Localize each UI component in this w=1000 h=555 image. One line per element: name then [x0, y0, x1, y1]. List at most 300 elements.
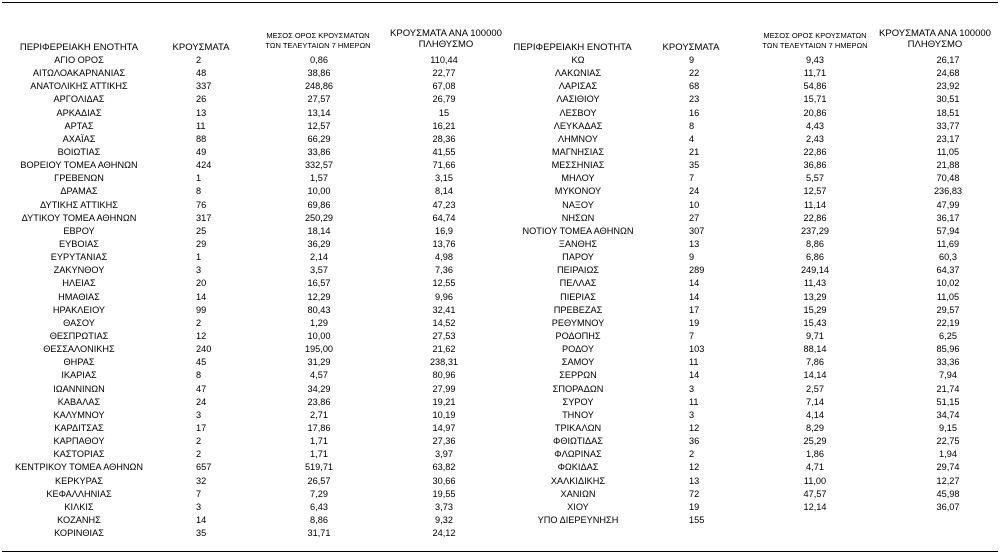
- per-cell: 30,66: [432, 475, 456, 486]
- per-cell: 3,15: [435, 173, 453, 184]
- avg-cell: 47,57: [803, 488, 827, 499]
- per-cell: 24,12: [432, 528, 456, 539]
- cases-cell: 23: [689, 94, 700, 105]
- cases-cell: 307: [689, 225, 705, 236]
- table-row: [500, 146, 1000, 159]
- region-cell: ΣΑΜΟΥ: [561, 357, 595, 368]
- cases-cell: 20: [196, 278, 207, 289]
- cases-cell: 12: [196, 330, 207, 341]
- per-cell: 33,36: [936, 357, 960, 368]
- region-cell: ΠΑΡΟΥ: [562, 252, 594, 263]
- region-cell: ΡΟΔΟΠΗΣ: [555, 330, 601, 341]
- avg-cell: 15,29: [803, 304, 827, 315]
- region-cell: ΘΑΣΟΥ: [63, 317, 95, 328]
- cases-cell: 49: [196, 146, 207, 157]
- header-avg-left-line2: ΤΩΝ ΤΕΛΕΥΤΑΙΩΝ 7 ΗΜΕΡΩΝ: [265, 41, 371, 50]
- per-cell: 67,08: [432, 81, 456, 92]
- avg-cell: 12,29: [307, 291, 331, 302]
- table-row: [500, 461, 1000, 474]
- cases-cell: 424: [196, 160, 212, 171]
- avg-cell: 13,29: [803, 291, 827, 302]
- avg-cell: 54,86: [803, 81, 827, 92]
- table-row: [500, 383, 1000, 396]
- cases-cell: 7: [196, 488, 202, 499]
- region-cell: ΚΩ: [571, 55, 585, 65]
- cases-cell: 317: [196, 212, 212, 223]
- table-row: [0, 291, 500, 304]
- per-cell: 3,97: [435, 449, 453, 460]
- avg-cell: 13,14: [307, 107, 331, 118]
- avg-cell: 4,71: [806, 462, 824, 473]
- per-cell: 6,25: [939, 330, 957, 341]
- table-row: [0, 488, 500, 501]
- table-row: [500, 212, 1000, 225]
- region-cell: ΚΑΡΔΙΤΣΑΣ: [54, 422, 104, 433]
- table-row: [500, 238, 1000, 251]
- cases-cell: 35: [689, 160, 700, 171]
- cases-cell: 8: [689, 120, 695, 131]
- table-row: [0, 527, 500, 540]
- avg-cell: 4,43: [806, 120, 824, 131]
- header-per-right-line2: ΠΛΗΘΥΣΜΟ: [907, 39, 963, 50]
- per-cell: 64,37: [936, 265, 960, 276]
- per-cell: 12,55: [432, 278, 456, 289]
- table-row: [500, 514, 1000, 527]
- per-cell: 33,77: [936, 120, 960, 131]
- per-cell: 70,48: [936, 173, 960, 184]
- region-cell: ΚΕΦΑΛΛΗΝΙΑΣ: [46, 488, 112, 499]
- region-cell: ΑΓΙΟ ΟΡΟΣ: [54, 55, 104, 65]
- avg-cell: 11,14: [803, 199, 827, 210]
- table-row: [500, 120, 1000, 133]
- table-row: [0, 133, 500, 146]
- per-cell: 16,9: [435, 225, 453, 236]
- per-cell: 36,07: [936, 501, 960, 512]
- region-cell: ΔΡΑΜΑΣ: [60, 186, 98, 197]
- region-cell: ΒΟΡΕΙΟΥ ΤΟΜΕΑ ΑΘΗΝΩΝ: [20, 160, 138, 171]
- per-cell: 18,51: [936, 107, 960, 118]
- table-row: [0, 369, 500, 382]
- per-cell: 9,96: [435, 291, 453, 302]
- cases-cell: 11: [689, 396, 699, 407]
- cases-cell: 36: [689, 436, 700, 447]
- table-row: [0, 146, 500, 159]
- avg-cell: 8,86: [310, 514, 328, 525]
- cases-cell: 12: [689, 462, 700, 473]
- per-cell: 24,68: [936, 68, 960, 79]
- avg-cell: 27,57: [307, 94, 331, 105]
- avg-cell: 7,14: [806, 396, 824, 407]
- avg-cell: 36,86: [803, 160, 827, 171]
- per-cell: 51,15: [936, 396, 960, 407]
- per-cell: 14,97: [432, 422, 456, 433]
- region-cell: ΜΑΓΝΗΣΙΑΣ: [551, 146, 605, 157]
- header-region-left: ΠΕΡΙΦΕΡΕΙΑΚΗ ΕΝΟΤΗΤΑ: [19, 42, 139, 53]
- region-cell: ΗΜΑΘΙΑΣ: [58, 291, 100, 302]
- avg-cell: 6,43: [310, 501, 328, 512]
- avg-cell: 519,71: [304, 462, 334, 473]
- cases-cell: 3: [196, 409, 202, 420]
- table-row: [500, 159, 1000, 172]
- region-cell: ΒΟΙΩΤΙΑΣ: [57, 146, 101, 157]
- table-row: [0, 120, 500, 133]
- region-cell: ΛΗΜΝΟΥ: [557, 133, 599, 144]
- avg-cell: 33,86: [307, 146, 331, 157]
- table-row: [500, 317, 1000, 330]
- per-cell: 10,02: [936, 278, 960, 289]
- region-cell: ΜΗΛΟΥ: [561, 173, 595, 184]
- table-row: [0, 330, 500, 343]
- region-cell: ΑΡΓΟΛΙΔΑΣ: [53, 94, 105, 105]
- region-cell: ΚΟΖΑΝΗΣ: [57, 514, 101, 525]
- cases-cell: 8: [196, 370, 202, 381]
- table-row: [0, 225, 500, 238]
- per-cell: 21,62: [432, 344, 456, 355]
- avg-cell: 11,00: [803, 475, 827, 486]
- cases-cell: 11: [196, 120, 206, 131]
- region-cell: ΤΗΝΟΥ: [562, 409, 594, 420]
- avg-cell: 31,29: [307, 357, 331, 368]
- cases-cell: 48: [196, 68, 207, 79]
- avg-cell: 7,29: [310, 488, 328, 499]
- header-per-left-line1: ΚΡΟΥΣΜΑΤΑ ΑΝΑ 100000: [390, 28, 502, 39]
- cases-cell: 103: [689, 344, 705, 355]
- avg-cell: 2,43: [806, 133, 824, 144]
- table-row: [0, 277, 500, 290]
- per-cell: 7,36: [435, 265, 453, 276]
- cases-cell: 76: [196, 199, 207, 210]
- per-cell: 13,76: [432, 238, 456, 249]
- region-cell: ΛΑΚΩΝΙΑΣ: [554, 68, 602, 79]
- table-row: [500, 133, 1000, 146]
- table-row: [0, 461, 500, 474]
- table-row: [500, 330, 1000, 343]
- table-row: [500, 369, 1000, 382]
- per-cell: 29,74: [936, 462, 960, 473]
- cases-cell: 337: [196, 81, 212, 92]
- table-row: [0, 264, 500, 277]
- avg-cell: 9,43: [806, 55, 824, 65]
- region-cell: ΑΡΤΑΣ: [64, 120, 94, 131]
- table-row: [500, 422, 1000, 435]
- per-cell: 4,98: [435, 252, 453, 263]
- cases-cell: 14: [196, 514, 207, 525]
- per-cell: 57,94: [936, 225, 960, 236]
- per-cell: 19,21: [432, 396, 456, 407]
- avg-cell: 5,57: [806, 173, 824, 184]
- cases-cell: 14: [689, 291, 700, 302]
- region-cell: ΝΟΤΙΟΥ ΤΟΜΕΑ ΑΘΗΝΩΝ: [522, 225, 634, 236]
- table-row: [500, 264, 1000, 277]
- header-avg-left-line1: ΜΕΣΟΣ ΟΡΟΣ ΚΡΟΥΣΜΑΤΩΝ: [266, 31, 370, 40]
- avg-cell: 12,14: [803, 501, 827, 512]
- bottom-rule: [2, 551, 998, 552]
- region-cell: ΡΕΘΥΜΝΟΥ: [551, 317, 605, 328]
- cases-cell: 14: [689, 370, 700, 381]
- header-per-right: [872, 28, 998, 50]
- region-cell: ΕΒΡΟΥ: [63, 225, 95, 236]
- per-cell: 60,3: [939, 252, 957, 263]
- per-cell: 63,82: [432, 462, 456, 473]
- region-cell: ΛΑΡΙΣΑΣ: [558, 81, 598, 92]
- per-cell: 80,96: [432, 370, 456, 381]
- table-row: [0, 356, 500, 369]
- table-row: [500, 80, 1000, 93]
- avg-cell: 14,14: [803, 370, 827, 381]
- cases-cell: 2: [196, 317, 202, 328]
- table-row: [500, 304, 1000, 317]
- per-cell: 47,99: [936, 199, 960, 210]
- table-row: [0, 107, 500, 120]
- region-cell: ΛΕΥΚΑΔΑΣ: [553, 120, 603, 131]
- region-cell: ΠΡΕΒΕΖΑΣ: [553, 304, 603, 315]
- table-row: [0, 54, 500, 67]
- header-per-left: [380, 28, 512, 50]
- table-row: [500, 448, 1000, 461]
- region-cell: ΦΘΙΩΤΙΔΑΣ: [552, 436, 603, 447]
- cases-cell: 19: [689, 501, 700, 512]
- region-cell: ΜΥΚΟΝΟΥ: [554, 186, 602, 197]
- cases-cell: 99: [196, 304, 207, 315]
- avg-cell: 34,29: [307, 383, 331, 394]
- region-cell: ΘΕΣΣΑΛΟΝΙΚΗΣ: [43, 344, 115, 355]
- region-cell: ΛΕΣΒΟΥ: [559, 107, 597, 118]
- cases-cell: 3: [196, 501, 202, 512]
- per-cell: 3,73: [435, 501, 453, 512]
- per-cell: 12,27: [936, 475, 960, 486]
- region-cell: ΧΙΟΥ: [567, 501, 589, 512]
- table-row: [500, 67, 1000, 80]
- cases-cell: 8: [196, 186, 202, 197]
- cases-cell: 35: [196, 528, 207, 539]
- table-row: [0, 80, 500, 93]
- region-cell: ΠΙΕΡΙΑΣ: [560, 291, 596, 302]
- region-cell: ΘΗΡΑΣ: [63, 357, 95, 368]
- cases-cell: 240: [196, 344, 212, 355]
- per-cell: 27,53: [432, 330, 456, 341]
- table-row: [0, 501, 500, 514]
- avg-cell: 18,14: [307, 225, 331, 236]
- per-cell: 32,41: [432, 304, 456, 315]
- region-cell: ΕΥΡΥΤΑΝΙΑΣ: [50, 252, 108, 263]
- region-cell: ΦΛΩΡΙΝΑΣ: [554, 449, 602, 460]
- avg-cell: 36,29: [307, 238, 331, 249]
- per-cell: 19,55: [432, 488, 456, 499]
- per-cell: 7,94: [939, 370, 957, 381]
- cases-cell: 155: [689, 514, 705, 525]
- cases-cell: 1: [196, 173, 202, 184]
- cases-cell: 22: [689, 68, 700, 79]
- avg-cell: 31,71: [307, 528, 331, 539]
- cases-cell: 10: [689, 199, 700, 210]
- avg-cell: 12,57: [803, 186, 827, 197]
- region-cell: ΚΕΡΚΥΡΑΣ: [55, 475, 103, 486]
- table-row: [0, 172, 500, 185]
- per-cell: 41,55: [432, 146, 456, 157]
- table-row: [0, 212, 500, 225]
- per-cell: 110,44: [430, 55, 458, 65]
- avg-cell: 66,29: [307, 133, 331, 144]
- per-cell: 9,32: [435, 514, 453, 525]
- region-cell: ΖΑΚΥΝΘΟΥ: [53, 265, 105, 276]
- region-cell: ΝΗΣΩΝ: [561, 212, 595, 223]
- region-cell: ΚΑΒΑΛΑΣ: [57, 396, 101, 407]
- avg-cell: 332,57: [304, 160, 334, 171]
- cases-cell: 2: [196, 436, 202, 447]
- table-row: [0, 435, 500, 448]
- region-cell: ΝΑΞΟΥ: [562, 199, 594, 210]
- table-row: [500, 435, 1000, 448]
- per-cell: 26,79: [432, 94, 456, 105]
- region-cell: ΣΠΟΡΑΔΩΝ: [552, 383, 604, 394]
- header-avg-right-line1: ΜΕΣΟΣ ΟΡΟΣ ΚΡΟΥΣΜΑΤΩΝ: [763, 31, 867, 40]
- table-row: [500, 199, 1000, 212]
- avg-cell: 15,71: [803, 94, 827, 105]
- avg-cell: 237,29: [800, 225, 830, 236]
- header-avg-left: [255, 31, 381, 51]
- avg-cell: 2,71: [310, 409, 328, 420]
- left-table: [0, 54, 500, 540]
- region-cell: ΘΕΣΠΡΩΤΙΑΣ: [49, 330, 109, 341]
- cases-cell: 29: [196, 238, 207, 249]
- table-row: [0, 93, 500, 106]
- table-row: [0, 514, 500, 527]
- table-row: [500, 54, 1000, 67]
- cases-cell: 9: [689, 252, 695, 263]
- per-cell: 23,17: [936, 133, 960, 144]
- cases-cell: 45: [196, 357, 207, 368]
- cases-cell: 1: [196, 252, 202, 263]
- header-avg-right-line2: ΤΩΝ ΤΕΛΕΥΤΑΙΩΝ 7 ΗΜΕΡΩΝ: [762, 41, 868, 50]
- region-cell: ΠΕΙΡΑΙΩΣ: [557, 265, 599, 276]
- cases-cell: 88: [196, 133, 207, 144]
- per-cell: 11,05: [936, 291, 960, 302]
- per-cell: 28,36: [432, 133, 456, 144]
- cases-cell: 14: [196, 291, 207, 302]
- cases-cell: 13: [689, 475, 700, 486]
- region-cell: ΞΑΝΘΗΣ: [558, 238, 598, 249]
- avg-cell: 26,57: [307, 475, 331, 486]
- avg-cell: 1,71: [310, 436, 328, 447]
- region-cell: ΑΧΑΪΑΣ: [62, 133, 96, 144]
- per-cell: 85,96: [936, 344, 960, 355]
- cases-cell: 16: [689, 107, 700, 118]
- region-cell: ΑΙΤΩΛΟΑΚΑΡΝΑΝΙΑΣ: [32, 68, 126, 79]
- region-cell: ΚΕΝΤΡΙΚΟΥ ΤΟΜΕΑ ΑΘΗΝΩΝ: [14, 462, 144, 473]
- per-cell: 11,05: [936, 146, 960, 157]
- cases-cell: 17: [689, 304, 700, 315]
- avg-cell: 3,57: [310, 265, 328, 276]
- per-cell: 45,98: [936, 488, 960, 499]
- table-row: [0, 251, 500, 264]
- per-cell: 14,52: [432, 317, 456, 328]
- region-cell: ΑΡΚΑΔΙΑΣ: [56, 107, 102, 118]
- cases-cell: 9: [689, 55, 695, 65]
- avg-cell: 9,71: [806, 330, 824, 341]
- avg-cell: 38,86: [307, 68, 331, 79]
- per-cell: 1,94: [939, 449, 957, 460]
- table-row: [0, 159, 500, 172]
- cases-cell: 68: [689, 81, 700, 92]
- cases-cell: 12: [689, 422, 700, 433]
- table-row: [500, 475, 1000, 488]
- per-cell: 22,77: [432, 68, 456, 79]
- table-row: [0, 238, 500, 251]
- avg-cell: 1,29: [310, 317, 328, 328]
- table-row: [0, 383, 500, 396]
- cases-cell: 26: [196, 94, 207, 105]
- table-row: [500, 277, 1000, 290]
- avg-cell: 12,57: [307, 120, 331, 131]
- avg-cell: 11,71: [803, 68, 827, 79]
- region-cell: ΗΛΕΙΑΣ: [62, 278, 96, 289]
- avg-cell: 1,71: [310, 449, 328, 460]
- cases-cell: 24: [689, 186, 700, 197]
- cases-cell: 2: [196, 449, 202, 460]
- per-cell: 22,19: [936, 317, 960, 328]
- cases-cell: 32: [196, 475, 207, 486]
- cases-cell: 14: [689, 278, 700, 289]
- cases-cell: 7: [689, 330, 695, 341]
- table-row: [0, 304, 500, 317]
- cases-cell: 24: [196, 396, 207, 407]
- header-cases-left: ΚΡΟΥΣΜΑΤΑ: [172, 42, 230, 53]
- per-cell: 11,69: [936, 238, 960, 249]
- avg-cell: 7,86: [806, 357, 824, 368]
- region-cell: ΠΕΛΛΑΣ: [559, 278, 597, 289]
- avg-cell: 25,29: [803, 436, 827, 447]
- cases-cell: 25: [196, 225, 207, 236]
- avg-cell: 8,86: [806, 238, 824, 249]
- header-per-right-line1: ΚΡΟΥΣΜΑΤΑ ΑΝΑ 100000: [879, 28, 991, 39]
- region-cell: ΜΕΣΣΗΝΙΑΣ: [551, 160, 605, 171]
- region-cell: ΙΚΑΡΙΑΣ: [61, 370, 97, 381]
- cases-cell: 47: [196, 383, 207, 394]
- cases-cell: 72: [689, 488, 700, 499]
- cases-cell: 657: [196, 462, 212, 473]
- per-cell: 21,74: [936, 383, 960, 394]
- region-cell: ΡΟΔΟΥ: [561, 344, 594, 355]
- cases-cell: 13: [196, 107, 207, 118]
- per-cell: 47,23: [432, 199, 456, 210]
- per-cell: 22,75: [936, 436, 960, 447]
- region-cell: ΙΩΑΝΝΙΝΩΝ: [53, 383, 105, 394]
- region-cell: ΔΥΤΙΚΟΥ ΤΟΜΕΑ ΑΘΗΝΩΝ: [21, 212, 137, 223]
- per-cell: 34,74: [936, 409, 960, 420]
- avg-cell: 248,86: [304, 81, 334, 92]
- header-cases-right: ΚΡΟΥΣΜΑΤΑ: [662, 42, 720, 53]
- table-row: [500, 107, 1000, 120]
- region-cell: ΣΕΡΡΩΝ: [559, 370, 597, 381]
- per-cell: 71,66: [432, 160, 456, 171]
- region-cell: ΑΝΑΤΟΛΙΚΗΣ ΑΤΤΙΚΗΣ: [30, 81, 128, 92]
- region-cell: ΣΥΡΟΥ: [562, 396, 594, 407]
- avg-cell: 249,14: [800, 265, 830, 276]
- avg-cell: 80,43: [307, 304, 331, 315]
- region-cell: ΚΟΡΙΝΘΙΑΣ: [54, 528, 104, 539]
- avg-cell: 15,43: [803, 317, 827, 328]
- per-cell: 9,15: [939, 422, 957, 433]
- avg-cell: 1,57: [310, 173, 328, 184]
- avg-cell: 20,86: [803, 107, 827, 118]
- avg-cell: 250,29: [304, 212, 334, 223]
- table-row: [0, 475, 500, 488]
- table-row: [500, 93, 1000, 106]
- cases-cell: 4: [689, 133, 695, 144]
- header-avg-right: [752, 31, 878, 51]
- avg-cell: 2,57: [806, 383, 824, 394]
- table-row: [500, 185, 1000, 198]
